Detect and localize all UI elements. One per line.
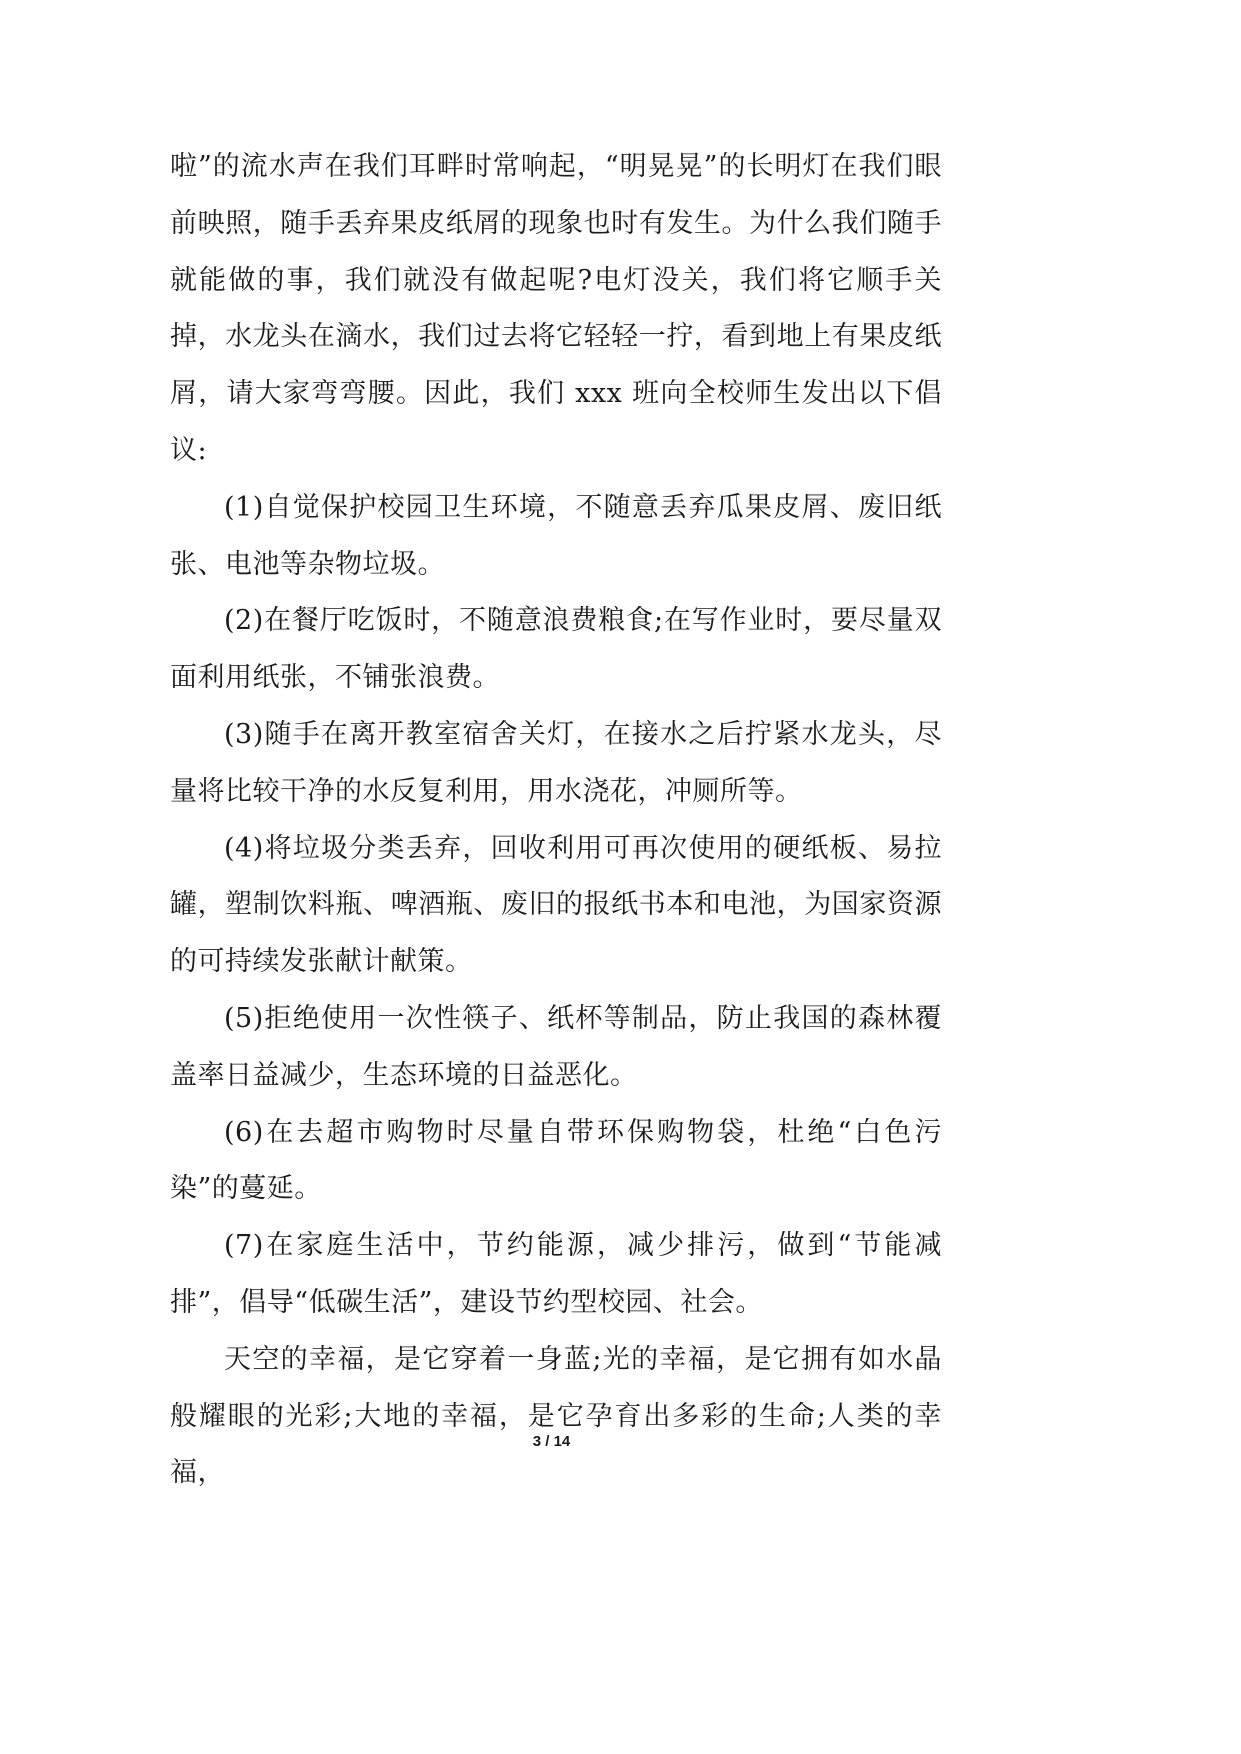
closing-paragraph: 天空的幸福，是它穿着一身蓝;光的幸福，是它拥有如水晶般耀眼的光彩;大地的幸福，是它孕育出多彩的生命;人类的幸福， [170,1343,942,1489]
proposal-item-3: (3)随手在离开教室宿舍关灯，在接水之后拧紧水龙头，尽量将比较干净的水反复利用，用水浇花，冲厕所等。 [170,718,942,807]
proposal-item-5: (5)拒绝使用一次性筷子、纸杯等制品，防止我国的森林覆盖率日益减少，生态环境的日益恶化。 [170,1002,942,1091]
proposal-item-7: (7)在家庭生活中，节约能源，减少排污，做到“节能减排”，倡导“低碳生活”，建设节约型校园、社会。 [170,1230,942,1318]
paragraph-continuation: 啦”的流水声在我们耳畔时常响起，“明晃晃”的长明灯在我们眼前映照，随手丢弃果皮纸屑的现象也时有发生。为什么我们随手就能做的事，我们就没有做起呢?电灯没关，我们将它顺手关掉，水龙头在滴水，我们过去将它轻轻一拧，看到地上有果皮纸屑，请大家弯弯腰。因此，我们 xxx 班向全校师生发出以下倡议: [170,151,942,466]
document-body [170,139,942,1502]
proposal-item-2: (2)在餐厅吃饭时，不随意浪费粮食;在写作业时，要尽量双面利用纸张，不铺张浪费。 [170,605,942,694]
proposal-item-4: (4)将垃圾分类丢弃，回收利用可再次使用的硬纸板、易拉罐，塑制饮料瓶、啤酒瓶、废旧的报纸书本和电池，为国家资源的可持续发张献计献策。 [170,832,942,978]
page-number: 3 / 14 [532,1433,571,1450]
proposal-item-6: (6)在去超市购物时尽量自带环保购物袋，杜绝“白色污染”的蔓延。 [170,1116,942,1205]
proposal-item-1: (1)自觉保护校园卫生环境，不随意丢弃瓜果皮屑、废旧纸张、电池等杂物垃圾。 [170,491,942,580]
